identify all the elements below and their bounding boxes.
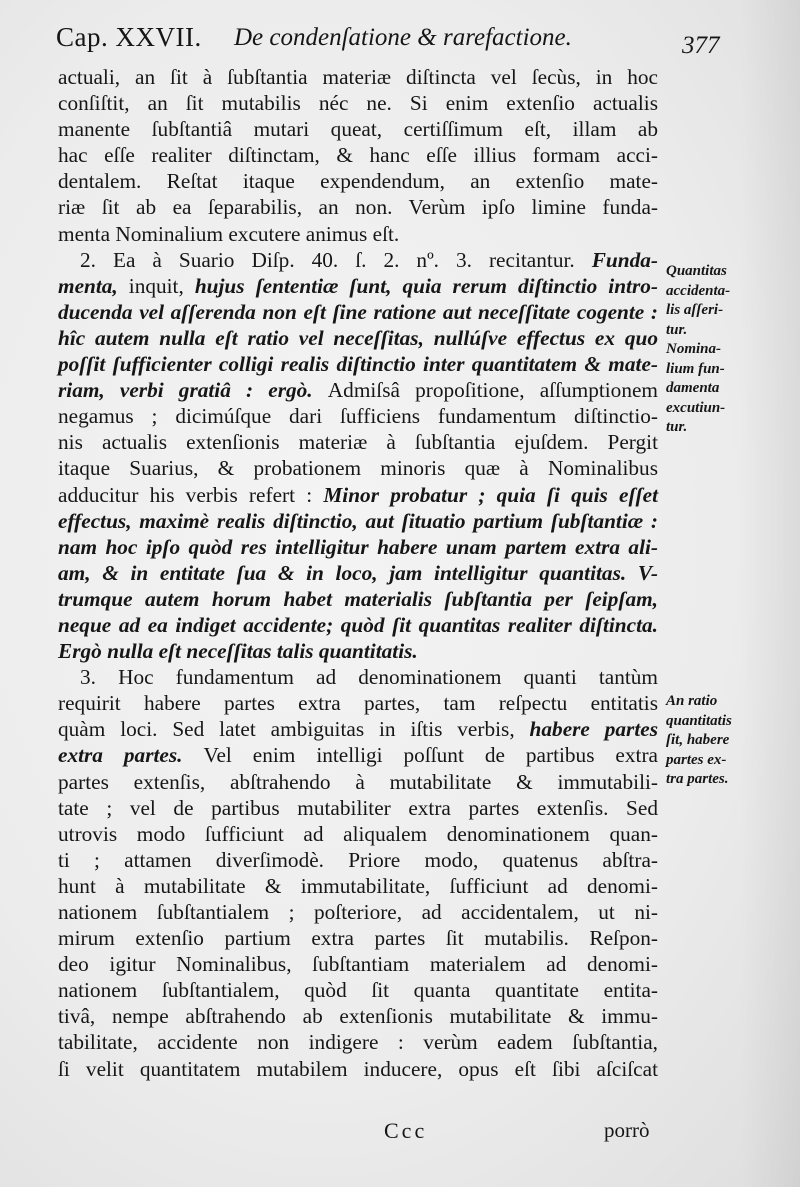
roman-text: tabilitate, accidente non indigere : verùm eadem ſubſtantia, bbox=[58, 1030, 658, 1055]
roman-text: Vel enim intelligi poſſunt de partibus extra bbox=[203, 743, 658, 768]
roman-text: deo igitur Nominalibus, ſubſtantiam materialem ad denomi- bbox=[58, 952, 658, 977]
margin-note-an-ratio bbox=[666, 692, 762, 790]
text-line bbox=[58, 221, 658, 247]
italic-text: am, & in entitate ſua & in loco, jam intelligitur quantitas. V- bbox=[58, 560, 658, 585]
text-line bbox=[58, 821, 658, 847]
roman-text: tivâ, nempe abſtrahendo ab extenſionis mutabilitate & immu- bbox=[58, 1004, 658, 1029]
text-line bbox=[58, 377, 658, 403]
text-line bbox=[58, 508, 658, 534]
text-line bbox=[58, 247, 658, 273]
text-line bbox=[58, 299, 658, 325]
text-line bbox=[58, 795, 658, 821]
margin-note-line: tra partes. bbox=[666, 771, 729, 787]
roman-text: quàm loci. Sed latet ambiguitas in iſtis verbis, bbox=[58, 717, 530, 742]
text-line bbox=[58, 977, 658, 1003]
italic-text: trumque autem horum habet materialis ſubſtantia per ſeipſam, bbox=[58, 586, 658, 611]
italic-text: hîc autem nulla eſt ratio vel neceſſitas, nullúſve effectus ex quo bbox=[58, 325, 658, 350]
text-line bbox=[58, 90, 658, 116]
margin-note-line: damenta bbox=[666, 380, 720, 396]
text-line bbox=[58, 873, 658, 899]
text-line bbox=[58, 273, 658, 299]
italic-text: Funda- bbox=[591, 247, 658, 272]
chapter-title: De condenſatione & rarefactione. bbox=[234, 24, 572, 51]
roman-text: 2. Ea à Suario Diſp. 40. ſ. 2. nº. 3. recitantur. bbox=[80, 247, 592, 272]
italic-text: ducenda vel aſſerenda non eſt ſine ratione aut neceſſitate cogente : bbox=[58, 299, 658, 324]
roman-text: mirum extenſio partium extra partes ſit mutabilis. Reſpon- bbox=[58, 926, 658, 951]
roman-text: nationem ſubſtantialem, quòd ſit quanta quantitate entita- bbox=[58, 978, 658, 1003]
text-line bbox=[58, 325, 658, 351]
text-line bbox=[58, 1029, 658, 1055]
italic-text: Minor probatur ; quia ſi quis eſſet bbox=[323, 482, 658, 507]
roman-text: utrovis modo ſufficiunt ad aliqualem denominationem quan- bbox=[58, 821, 658, 846]
text-line bbox=[58, 1056, 658, 1082]
chapter-heading: Cap. XXVII. bbox=[56, 22, 202, 52]
margin-note-line: ſit, habere bbox=[666, 732, 730, 748]
text-line bbox=[58, 716, 658, 742]
text-line bbox=[58, 482, 658, 508]
paragraph-3 bbox=[58, 664, 658, 1082]
text-line bbox=[58, 690, 658, 716]
roman-text: nationem ſubſtantialem ; poſteriore, ad accidentalem, ut ni- bbox=[58, 900, 658, 924]
roman-text: dentalem. Reſtat itaque expendendum, an extenſio mate- bbox=[58, 169, 658, 194]
roman-text: inquit, bbox=[128, 273, 195, 298]
page-number: 377 bbox=[682, 32, 720, 59]
text-line bbox=[58, 116, 658, 142]
roman-text: Admiſsâ propoſitione, aſſumptionem bbox=[327, 378, 658, 403]
text-line bbox=[58, 1003, 658, 1029]
margin-note-line: An ratio bbox=[666, 693, 718, 709]
paragraph-2 bbox=[58, 247, 658, 665]
page-edge-shadow bbox=[740, 0, 800, 1187]
signature-mark: Ccc bbox=[384, 1118, 428, 1143]
roman-text: 3. Hoc fundamentum ad denominationem quanti tantùm bbox=[80, 665, 658, 690]
margin-note-line: partes ex- bbox=[666, 751, 727, 768]
text-line bbox=[58, 638, 658, 664]
text-line bbox=[58, 664, 658, 690]
paragraph-1 bbox=[58, 64, 658, 247]
margin-note-line: tur. bbox=[666, 419, 688, 435]
text-line bbox=[58, 429, 658, 455]
text-line bbox=[58, 769, 658, 795]
roman-text: menta Nominalium excutere animus eſt. bbox=[58, 221, 400, 246]
margin-note-line: lium fun- bbox=[666, 360, 725, 377]
roman-text: hac eſſe realiter diſtinctam, & hanc eſſe illius formam acci- bbox=[58, 143, 658, 168]
margin-note-quantitas bbox=[666, 262, 762, 438]
roman-text: riæ ſit ab ea ſeparabilis, an non. Verùm ipſo limine funda- bbox=[58, 195, 658, 220]
roman-text: partes extenſis, abſtrahendo à mutabilitate & immutabili- bbox=[58, 769, 658, 794]
italic-text: habere partes bbox=[529, 717, 658, 742]
italic-text: hujus ſententiæ ſunt, quia rerum diſtinctio intro- bbox=[194, 273, 658, 298]
italic-text: riam, verbi gratiâ : ergò. bbox=[58, 378, 328, 403]
text-line bbox=[58, 455, 658, 481]
text-line bbox=[58, 742, 658, 768]
roman-text: itaque Suarius, & probationem minoris quæ à Nominalibus bbox=[58, 456, 658, 481]
main-text bbox=[58, 64, 658, 1082]
roman-text: tate ; vel de partibus mutabiliter extra partes extenſis. Sed bbox=[58, 795, 658, 820]
italic-text: extra partes. bbox=[58, 743, 204, 768]
roman-text: adducitur his verbis refert : bbox=[58, 482, 324, 507]
roman-text: ti ; attamen diverſimodè. Priore modo, quatenus abſtra- bbox=[58, 847, 658, 872]
margin-note-line: quantitatis bbox=[666, 712, 732, 729]
margin-note-line: accidenta- bbox=[666, 282, 731, 299]
text-line bbox=[58, 899, 658, 925]
text-line bbox=[58, 168, 658, 194]
margin-note-line: lis aſſeri- bbox=[666, 302, 724, 318]
roman-text: manente ſubſtantiâ mutari queat, certiſſimum eſt, illam ab bbox=[58, 117, 658, 142]
text-line bbox=[58, 586, 658, 612]
text-line bbox=[58, 612, 658, 638]
text-line bbox=[58, 534, 658, 560]
text-line bbox=[58, 951, 658, 977]
italic-text: effectus, maximè realis diſtinctio, aut ſituatio partium ſubſtantiæ : bbox=[58, 508, 658, 533]
italic-text: neque ad ea indiget accidente; quòd ſit quantitas realiter diſtincta. bbox=[58, 612, 658, 637]
italic-text: Ergò nulla eſt neceſſitas talis quantitatis. bbox=[58, 639, 418, 664]
text-line bbox=[58, 560, 658, 586]
roman-text: conſiſtit, an ſit mutabilis néc ne. Si enim extenſio actualis bbox=[58, 91, 658, 116]
roman-text: negamus ; dicimúſque dari ſufficiens fundamentum diſtinctio- bbox=[58, 404, 658, 429]
italic-text: menta, bbox=[58, 273, 129, 298]
margin-note-line: excutiun- bbox=[666, 399, 726, 416]
roman-text: requirit habere partes extra partes, tam reſpectu entitatis bbox=[58, 691, 658, 716]
text-line bbox=[58, 847, 658, 873]
roman-text: ſi velit quantitatem mutabilem inducere, opus eſt ſibi aſciſcat bbox=[58, 1056, 658, 1081]
roman-text: hunt à mutabilitate & immutabilitate, ſufficiunt ad denomi- bbox=[58, 873, 658, 898]
text-line bbox=[58, 351, 658, 377]
roman-text: actuali, an ſit à ſubſtantia materiæ diſtincta vel ſecùs, in hoc bbox=[58, 65, 658, 89]
italic-text: poſſit ſufficienter colligi realis diſtinctio inter quantitatem & mate- bbox=[58, 352, 658, 377]
margin-note-line: Nomina- bbox=[666, 341, 722, 357]
italic-text: nam hoc ipſo quòd res intelligitur habere unam partem extra ali- bbox=[58, 534, 658, 559]
margin-note-line: Quantitas bbox=[666, 263, 727, 279]
running-header bbox=[56, 20, 736, 60]
text-line bbox=[58, 142, 658, 168]
text-line bbox=[58, 403, 658, 429]
roman-text: nis actualis extenſionis materiæ à ſubſtantia ejuſdem. Pergit bbox=[58, 430, 658, 455]
catchword: porrò bbox=[604, 1118, 650, 1142]
text-line bbox=[58, 64, 658, 90]
text-line bbox=[58, 194, 658, 220]
text-line bbox=[58, 925, 658, 951]
margin-note-line: tur. bbox=[666, 321, 688, 338]
